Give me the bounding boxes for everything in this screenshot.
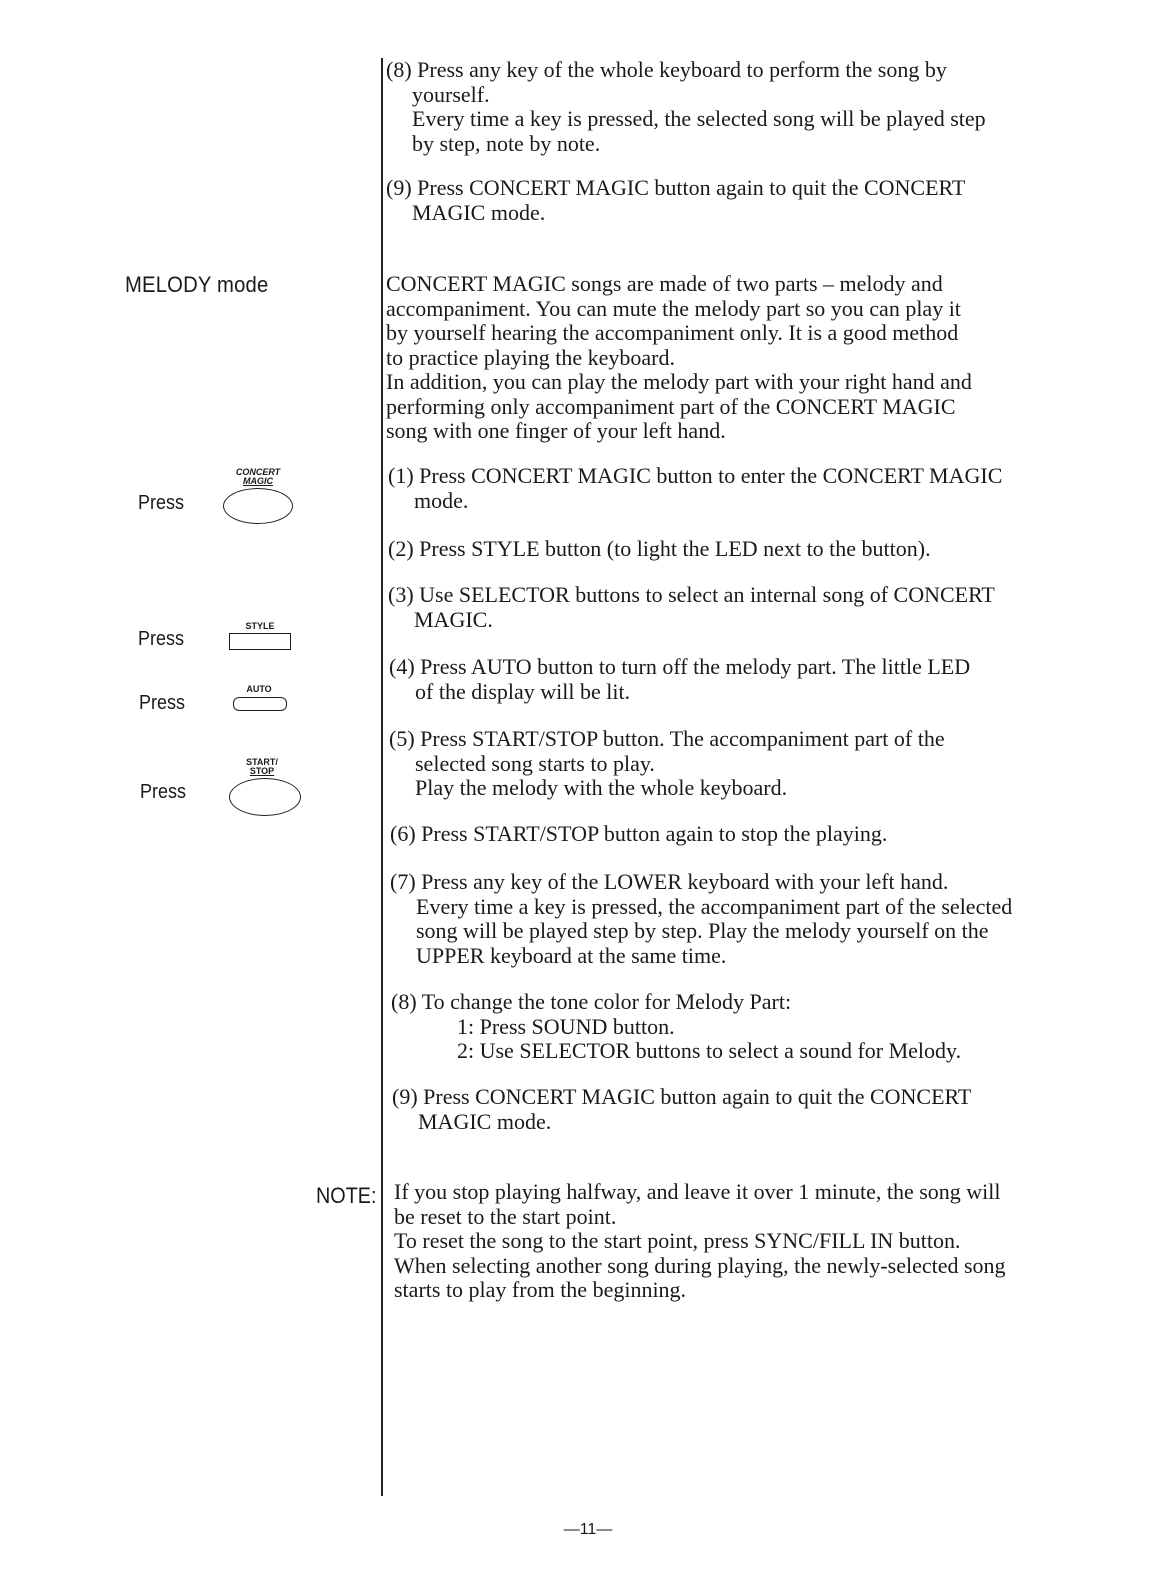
note-line: be reset to the start point.	[394, 1203, 617, 1229]
step-number: (9)	[386, 175, 412, 200]
style-button-icon	[226, 620, 294, 654]
step-text: MAGIC.	[414, 606, 493, 632]
button-caption: STYLE	[245, 621, 275, 631]
step-number: (8)	[386, 57, 412, 82]
intro-line: song with one finger of your left hand.	[386, 418, 726, 443]
step-7	[390, 870, 1116, 968]
note-line: When selecting another song during playing, the newly-selected song	[394, 1252, 1006, 1278]
step-number: (2)	[388, 536, 414, 561]
step-number: (3)	[388, 582, 414, 607]
step-9	[392, 1085, 1118, 1134]
intro-line: by yourself hearing the accompaniment only. It is a good method	[386, 320, 959, 345]
step-number: (9)	[392, 1084, 418, 1109]
sub-step: 2: Use SELECTOR buttons to select a sound for Melody.	[457, 1038, 962, 1063]
intro-line: performing only accompaniment part of the CONCERT MAGIC	[386, 393, 956, 419]
intro-line: accompaniment. You can mute the melody part so you can play it	[386, 295, 961, 321]
sub-step: 1: Press SOUND button.	[457, 1013, 675, 1039]
column-divider	[381, 58, 383, 1496]
step-text: by step, note by note.	[412, 130, 601, 156]
page-number: —11—	[563, 1521, 613, 1538]
intro-line: to practice playing the keyboard.	[386, 344, 675, 370]
step-text: of the display will be lit.	[415, 678, 631, 704]
intro-line: In addition, you can play the melody part with your right hand and	[386, 369, 972, 394]
step-text: MAGIC mode.	[412, 199, 546, 225]
step-4	[389, 655, 1115, 704]
press-label-auto: Press	[139, 692, 186, 714]
top-step-8	[386, 58, 1112, 156]
step-text: Play the melody with the whole keyboard.	[415, 775, 788, 800]
auto-button-icon	[226, 683, 292, 717]
step-text: mode.	[414, 487, 469, 513]
press-label-concert-magic: Press	[138, 492, 185, 514]
step-number: (1)	[388, 463, 414, 488]
step-text: Press CONCERT MAGIC button to enter the CONCERT MAGIC	[419, 463, 1003, 488]
button-caption: AUTO	[246, 684, 272, 694]
step-text: MAGIC mode.	[418, 1108, 552, 1134]
step-text: selected song starts to play.	[415, 750, 655, 776]
press-label-start-stop: Press	[140, 781, 187, 803]
step-text: To change the tone color for Melody Part:	[421, 989, 792, 1014]
press-label-style: Press	[138, 628, 185, 650]
step-text: Press any key of the LOWER keyboard with your left hand.	[421, 869, 949, 894]
step-text: Press START/STOP button again to stop the playing.	[421, 821, 888, 846]
step-text: Press AUTO button to turn off the melody part. The little LED	[420, 654, 971, 679]
button-caption: START/	[246, 757, 278, 767]
top-step-9	[386, 176, 1112, 225]
note-line: If you stop playing halfway, and leave it over 1 minute, the song will	[394, 1179, 1001, 1204]
button-caption: CONCERT	[235, 467, 281, 477]
step-3	[388, 583, 1114, 632]
step-text: Press START/STOP button. The accompaniment part of the	[420, 726, 945, 751]
note-line: To reset the song to the start point, press SYNC/FILL IN button.	[394, 1228, 961, 1253]
step-text: yourself.	[412, 81, 490, 107]
step-text: Every time a key is pressed, the accompaniment part of the selected	[416, 893, 1013, 919]
step-5	[389, 727, 1115, 801]
step-number: (5)	[389, 726, 415, 751]
button-caption: MAGIC	[243, 476, 273, 486]
section-heading: MELODY mode	[125, 272, 269, 297]
step-text: Press any key of the whole keyboard to perform the song by	[417, 57, 947, 82]
concert-magic-button-icon	[220, 466, 296, 526]
step-text: Press STYLE button (to light the LED next to the button).	[419, 536, 931, 561]
step-text: Every time a key is pressed, the selected song will be played step	[412, 106, 986, 131]
step-text: Press CONCERT MAGIC button again to quit the CONCERT	[417, 175, 966, 200]
step-6	[390, 822, 1116, 847]
step-text: Use SELECTOR buttons to select an internal song of CONCERT	[419, 582, 995, 607]
step-number: (8)	[391, 989, 417, 1014]
intro-paragraph	[386, 272, 1086, 444]
step-text: song will be played step by step. Play the melody yourself on the	[416, 918, 989, 943]
note-line: starts to play from the beginning.	[394, 1277, 687, 1302]
intro-line: CONCERT MAGIC songs are made of two parts – melody and	[386, 271, 943, 296]
step-2	[388, 537, 1114, 562]
step-number: (4)	[389, 654, 415, 679]
step-text: UPPER keyboard at the same time.	[416, 942, 727, 968]
step-1	[388, 464, 1114, 513]
step-8	[391, 990, 1117, 1064]
note-paragraph	[394, 1180, 1094, 1303]
button-caption: STOP	[249, 766, 275, 776]
step-number: (7)	[390, 869, 416, 894]
note-label: NOTE:	[316, 1183, 377, 1208]
start-stop-button-icon	[224, 756, 304, 820]
step-number: (6)	[390, 821, 416, 846]
step-text: Press CONCERT MAGIC button again to quit the CONCERT	[423, 1084, 972, 1109]
